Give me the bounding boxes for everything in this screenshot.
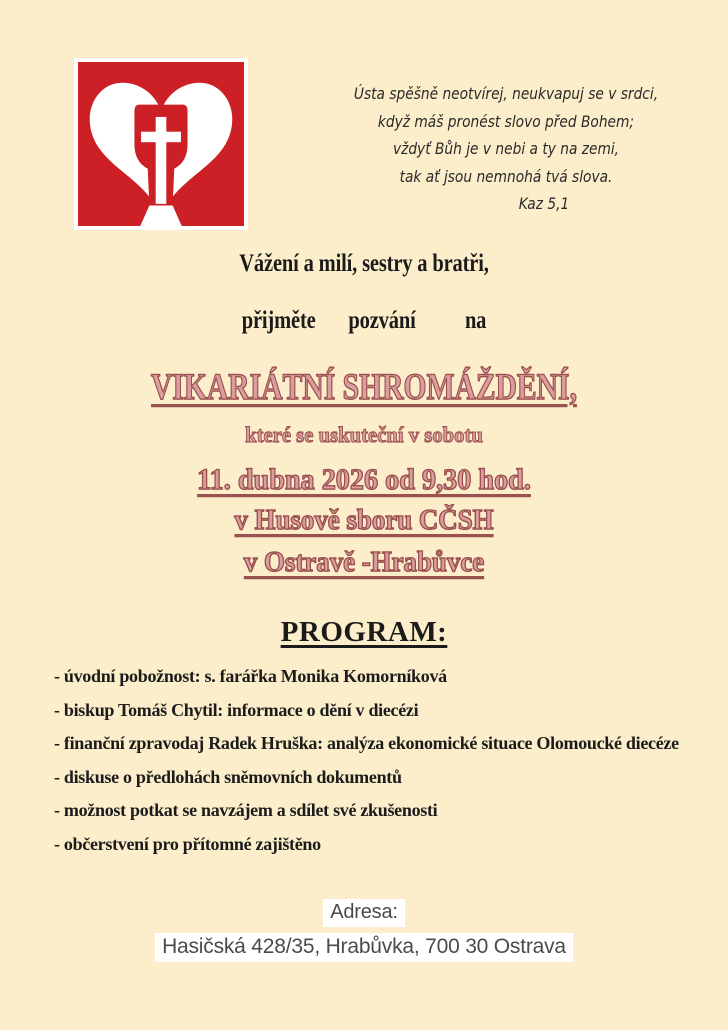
event-subtitle: které se uskuteční v sobotu — [245, 422, 483, 447]
event-venue-line-2: v Ostravě -Hrabůvce — [243, 547, 485, 578]
heart-chalice-cross-icon — [78, 62, 244, 226]
address-value: Hasičská 428/35, Hrabůvka, 700 30 Ostrava — [155, 933, 573, 962]
program-item-3: - finanční zpravodaj Radek Hruška: analýza ekonomické situace Olomoucké diecéze — [54, 733, 679, 753]
quote-line-4: tak ať jsou nemnohá tvá slova. — [399, 166, 613, 186]
program-item-5: - možnost potkat se navzájem a sdílet své zkušenosti — [54, 800, 438, 820]
address-label-row — [0, 899, 728, 927]
quote-line-3: vždyť Bůh je v nebi a ty na zemi, — [392, 139, 620, 158]
bible-quote — [291, 80, 721, 218]
greeting-line: Vážení a milí, sestry a bratři, — [239, 250, 489, 277]
event-title: VIKARIÁTNÍ SHROMÁŽDĚNÍ, — [151, 367, 577, 408]
invitation-lead-line: přijměte pozvání na — [241, 307, 487, 334]
program-item-1: - úvodní pobožnost: s. farářka Monika Komorníková — [54, 666, 447, 686]
program-heading: PROGRAM: — [280, 616, 448, 648]
program-item-6: - občerstvení pro přítomné zajištěno — [54, 833, 321, 854]
address-value-row — [0, 933, 728, 962]
event-venue-line-1: v Husově sboru CČSH — [234, 505, 494, 536]
quote-line-1: Ústa spěšně neotvírej, neukvapuj se v srdci, — [353, 84, 659, 103]
program-item-2: - biskup Tomáš Chytil: informace o dění v diecézi — [54, 699, 419, 720]
event-datetime: 11. dubna 2026 od 9,30 hod. — [197, 463, 531, 496]
program-item-4: - diskuse o předlohách sněmovních dokumentů — [54, 766, 402, 787]
quote-attribution: Kaz 5,1 — [518, 194, 570, 213]
program-list — [54, 666, 718, 867]
quote-line-2: když máš pronést slovo před Bohem; — [377, 111, 635, 131]
church-logo — [74, 58, 248, 230]
address-label: Adresa: — [323, 899, 405, 927]
